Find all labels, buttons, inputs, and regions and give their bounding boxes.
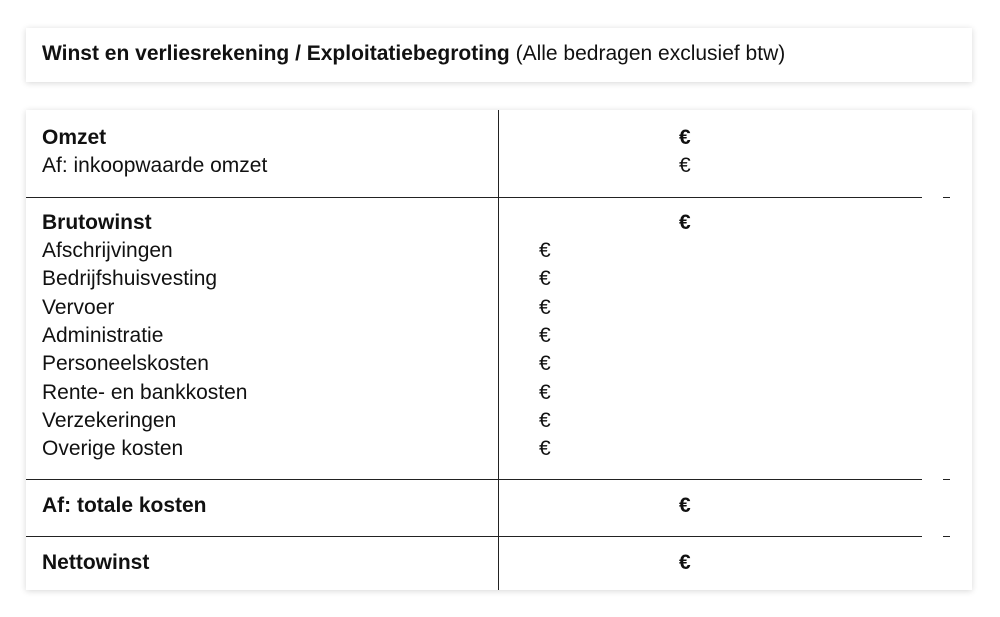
minus-sign [943,479,950,480]
cost-label: Bedrijfshuisvesting [42,267,218,290]
row-inkoopwaarde-label: Af: inkoopwaarde omzet [42,154,268,177]
title-card [26,28,972,82]
cost-currency: € [539,352,551,375]
cost-currency: € [539,267,551,290]
cost-currency: € [539,381,551,404]
minus-sign [943,197,950,198]
cost-currency: € [539,409,551,432]
row-omzet-currency: € [679,126,691,149]
divider-line [26,479,922,480]
cost-label: Verzekeringen [42,409,177,432]
cost-currency: € [539,324,551,347]
row-brutowinst-currency: € [679,211,691,234]
cost-label: Rente- en bankkosten [42,381,248,404]
row-inkoopwaarde-currency: € [679,154,691,177]
row-nettowinst-currency: € [679,551,691,574]
title-bold: Winst en verliesrekening / Exploitatiebegroting [42,42,510,65]
row-nettowinst-label: Nettowinst [42,551,150,574]
divider-line [26,536,922,537]
cost-currency: € [539,296,551,319]
row-totale-kosten-label: Af: totale kosten [42,494,207,517]
cost-label: Overige kosten [42,437,184,460]
row-omzet-label: Omzet [42,126,107,149]
cost-label: Afschrijvingen [42,239,173,262]
minus-sign [943,536,950,537]
page-title [42,42,785,66]
title-subtitle: (Alle bedragen exclusief btw) [509,42,786,65]
cost-label: Administratie [42,324,164,347]
cost-label: Personeelskosten [42,352,209,375]
divider-line [26,197,922,198]
column-divider [498,110,499,590]
statement-table [26,110,972,590]
row-brutowinst-label: Brutowinst [42,211,152,234]
cost-currency: € [539,239,551,262]
cost-currency: € [539,437,551,460]
cost-label: Vervoer [42,296,115,319]
row-totale-kosten-currency: € [679,494,691,517]
